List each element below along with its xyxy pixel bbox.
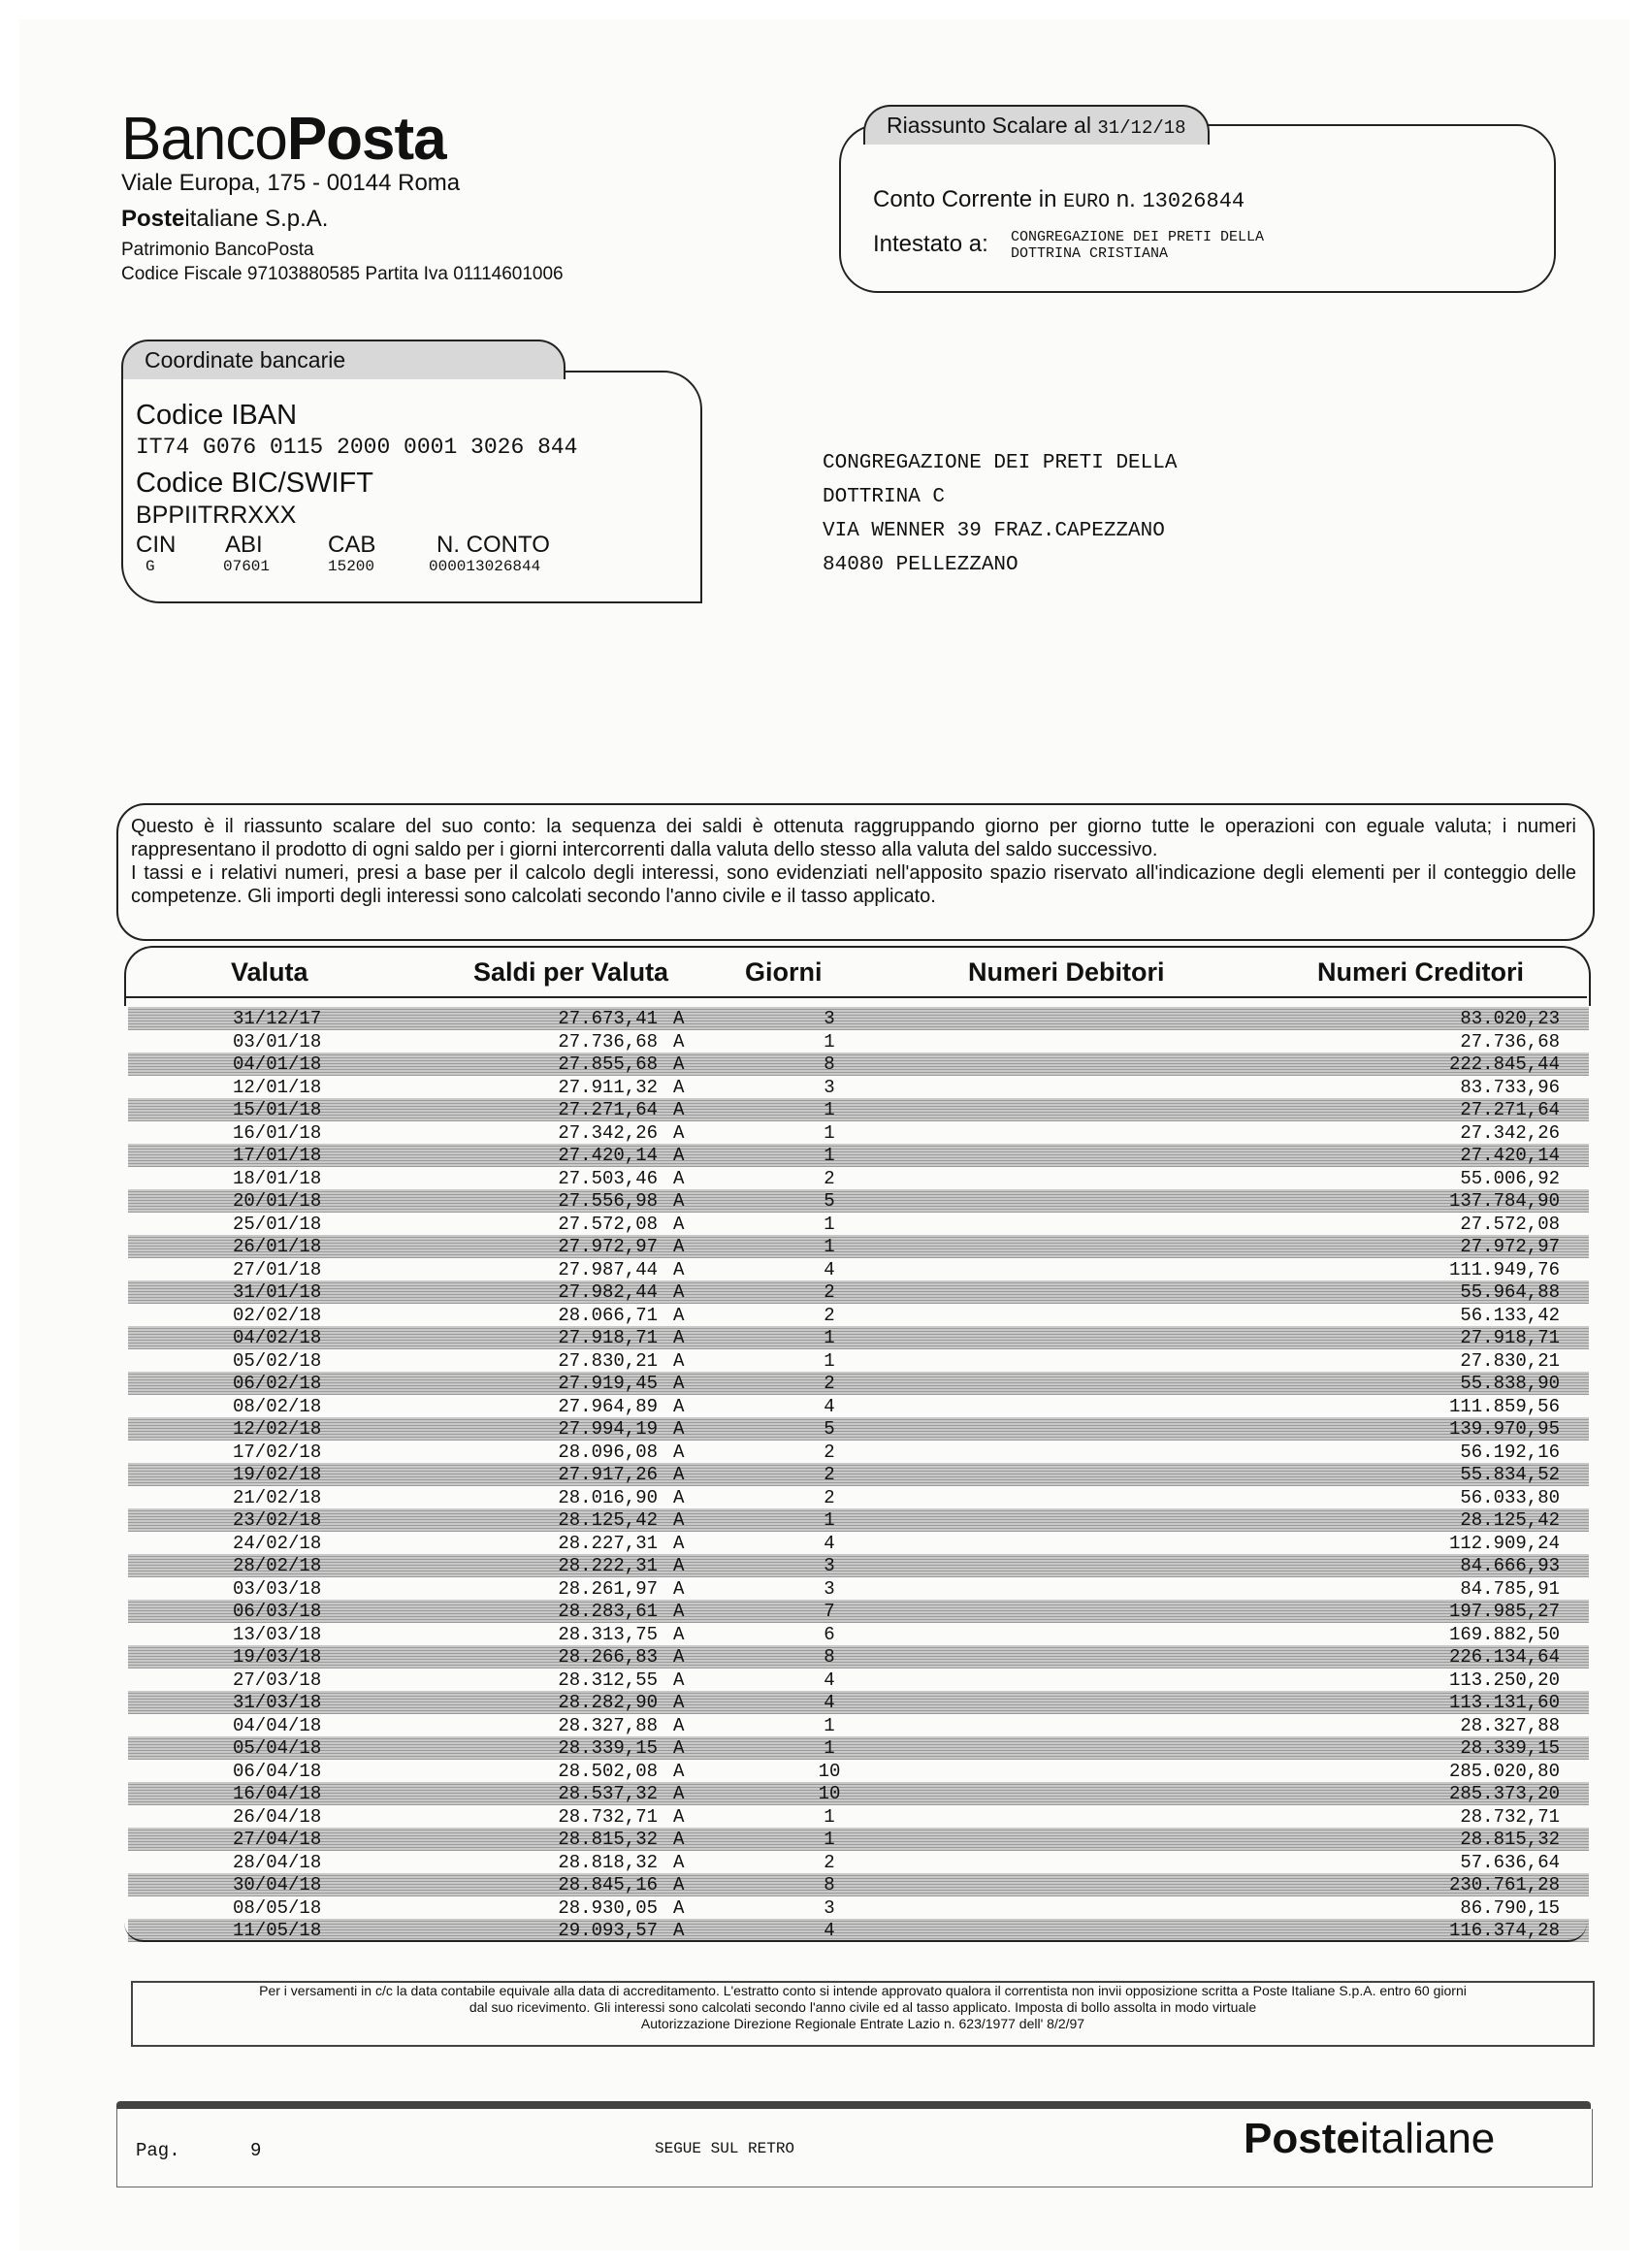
cell-segno: A xyxy=(673,1692,685,1713)
cell-valuta: 02/02/18 xyxy=(233,1304,322,1326)
cell-creditori: 55.838,90 xyxy=(1460,1373,1560,1394)
cell-segno: A xyxy=(673,1486,685,1508)
cell-valuta: 04/02/18 xyxy=(233,1327,322,1348)
cell-valuta: 25/01/18 xyxy=(233,1213,322,1235)
recipient-address: CONGREGAZIONE DEI PRETI DELLA DOTTRINA C VIA WENNER 39 FRAZ.CAPEZZANO 84080 PELLEZZANO xyxy=(823,452,1178,576)
cell-segno: A xyxy=(673,1281,685,1303)
cell-saldo: 28.227,31 xyxy=(558,1532,658,1554)
cell-giorni: 1 xyxy=(824,1030,835,1053)
bank-coordinates-tab: Coordinate bancarie xyxy=(121,340,566,379)
cell-creditori: 27.342,26 xyxy=(1460,1121,1560,1144)
cell-saldo: 28.282,90 xyxy=(558,1692,658,1713)
cell-saldo: 28.845,16 xyxy=(558,1874,658,1895)
cell-segno: A xyxy=(673,1395,685,1417)
cell-valuta: 08/02/18 xyxy=(233,1395,322,1417)
cell-segno: A xyxy=(673,1737,685,1759)
cell-creditori: 27.572,08 xyxy=(1460,1213,1560,1235)
cell-segno: A xyxy=(673,1373,685,1394)
cell-giorni: 1 xyxy=(824,1236,835,1257)
cell-valuta: 06/03/18 xyxy=(233,1601,322,1622)
cell-valuta: 31/03/18 xyxy=(233,1692,322,1713)
cell-segno: A xyxy=(673,1920,685,1941)
cell-giorni: 1 xyxy=(824,1327,835,1348)
cell-saldo: 28.016,90 xyxy=(558,1486,658,1508)
cell-giorni: 4 xyxy=(824,1669,835,1691)
holder-label: Intestato a: xyxy=(873,231,988,257)
cell-segno: A xyxy=(673,1349,685,1372)
cell-saldo: 27.736,68 xyxy=(558,1030,658,1053)
company-name: Posteitaliane S.p.A. xyxy=(121,206,329,232)
cell-giorni: 1 xyxy=(824,1349,835,1372)
cell-saldo: 27.911,32 xyxy=(558,1076,658,1098)
cell-segno: A xyxy=(673,1418,685,1440)
cell-segno: A xyxy=(673,1464,685,1485)
cell-segno: A xyxy=(673,1441,685,1463)
cell-segno: A xyxy=(673,1190,685,1212)
cell-giorni: 8 xyxy=(824,1053,835,1075)
cell-segno: A xyxy=(673,1030,685,1053)
cell-saldo: 28.261,97 xyxy=(558,1577,658,1600)
notice-text: Questo è il riassunto scalare del suo conto: la sequenza dei saldi è ottenuta raggruppando giorno per giorno tutte le operazioni con eguale valuta; i numeri rappresentano il prodotto di ogni saldo per i giorni intercorrenti dalla valuta dello stesso alla valuta del saldo successivo. I tassi e i relativi numeri, presi a base per il calcolo degli interessi, sono evidenziati nell'apposito spazio riservato all'indicazione degli elementi per il conteggio delle competenze. Gli importi degli interessi sono calcolati secondo l'anno civile e il tasso applicato. xyxy=(131,816,1576,907)
cin-value: G xyxy=(146,558,155,575)
cell-segno: A xyxy=(673,1783,685,1804)
cell-valuta: 06/04/18 xyxy=(233,1760,322,1782)
cell-creditori: 84.666,93 xyxy=(1460,1555,1560,1576)
cell-saldo: 27.556,98 xyxy=(558,1190,658,1212)
bancoposta-logo: BancoPosta xyxy=(121,106,446,173)
cell-segno: A xyxy=(673,1601,685,1622)
balance-table xyxy=(124,946,1591,1940)
cell-segno: A xyxy=(673,1896,685,1919)
cell-giorni: 3 xyxy=(824,1896,835,1919)
header-creditori: Numeri Creditori xyxy=(1317,957,1525,987)
cell-saldo: 28.818,32 xyxy=(558,1851,658,1873)
cell-saldo: 29.093,57 xyxy=(558,1920,658,1941)
cell-creditori: 111.859,56 xyxy=(1448,1395,1560,1417)
cell-saldo: 27.830,21 xyxy=(558,1349,658,1372)
cell-creditori: 230.761,28 xyxy=(1448,1874,1560,1895)
account-line: Conto Corrente in EURO n. 13026844 xyxy=(873,186,1245,213)
posteitaliane-logo: Posteitaliane xyxy=(1244,2115,1496,2162)
cell-creditori: 111.949,76 xyxy=(1448,1258,1560,1280)
cell-giorni: 4 xyxy=(824,1532,835,1554)
cell-giorni: 1 xyxy=(824,1145,835,1166)
cell-saldo: 28.096,08 xyxy=(558,1441,658,1463)
cell-valuta: 05/02/18 xyxy=(233,1349,322,1372)
header-giorni: Giorni xyxy=(745,957,823,987)
cell-saldo: 28.502,08 xyxy=(558,1760,658,1782)
cell-saldo: 27.982,44 xyxy=(558,1281,658,1303)
iban-label: Codice IBAN xyxy=(136,400,298,431)
cell-creditori: 169.882,50 xyxy=(1448,1623,1560,1645)
cell-creditori: 57.636,64 xyxy=(1460,1851,1560,1873)
page-label: Pag. xyxy=(136,2140,180,2161)
cell-valuta: 27/04/18 xyxy=(233,1829,322,1850)
cell-segno: A xyxy=(673,1258,685,1280)
cell-creditori: 226.134,64 xyxy=(1448,1646,1560,1668)
cell-valuta: 31/01/18 xyxy=(233,1281,322,1303)
cell-creditori: 27.420,14 xyxy=(1460,1145,1560,1166)
cell-segno: A xyxy=(673,1236,685,1257)
page-number: 9 xyxy=(250,2140,262,2161)
cell-saldo: 28.930,05 xyxy=(558,1896,658,1919)
cell-saldo: 28.283,61 xyxy=(558,1601,658,1622)
cell-segno: A xyxy=(673,1121,685,1144)
cell-creditori: 83.020,23 xyxy=(1460,1008,1560,1029)
cell-saldo: 28.222,31 xyxy=(558,1555,658,1576)
cell-creditori: 27.830,21 xyxy=(1460,1349,1560,1372)
cell-saldo: 28.266,83 xyxy=(558,1646,658,1668)
cell-saldo: 28.066,71 xyxy=(558,1304,658,1326)
bic-label: Codice BIC/SWIFT xyxy=(136,468,373,499)
abi-label: ABI xyxy=(225,532,263,558)
cell-saldo: 27.420,14 xyxy=(558,1145,658,1166)
cab-value: 15200 xyxy=(328,558,375,575)
cell-saldo: 27.994,19 xyxy=(558,1418,658,1440)
cell-giorni: 3 xyxy=(824,1076,835,1098)
cell-creditori: 222.845,44 xyxy=(1448,1053,1560,1075)
cell-creditori: 55.834,52 xyxy=(1460,1464,1560,1485)
cell-saldo: 27.673,41 xyxy=(558,1008,658,1029)
cell-saldo: 28.312,55 xyxy=(558,1669,658,1691)
cell-creditori: 84.785,91 xyxy=(1460,1577,1560,1600)
statement-page xyxy=(19,19,1630,2251)
cell-saldo: 27.917,26 xyxy=(558,1464,658,1485)
cell-giorni: 10 xyxy=(818,1760,841,1782)
cell-creditori: 28.815,32 xyxy=(1460,1829,1560,1850)
cell-segno: A xyxy=(673,1669,685,1691)
cell-valuta: 28/04/18 xyxy=(233,1851,322,1873)
cell-giorni: 2 xyxy=(824,1281,835,1303)
cell-valuta: 15/01/18 xyxy=(233,1099,322,1120)
cell-saldo: 28.313,75 xyxy=(558,1623,658,1645)
cell-valuta: 03/03/18 xyxy=(233,1577,322,1600)
cell-valuta: 06/02/18 xyxy=(233,1373,322,1394)
cell-valuta: 04/01/18 xyxy=(233,1053,322,1075)
cell-valuta: 12/01/18 xyxy=(233,1076,322,1098)
cell-valuta: 13/03/18 xyxy=(233,1623,322,1645)
cell-segno: A xyxy=(673,1851,685,1873)
cell-giorni: 2 xyxy=(824,1464,835,1485)
cell-segno: A xyxy=(673,1577,685,1600)
cell-segno: A xyxy=(673,1167,685,1189)
cell-giorni: 7 xyxy=(824,1601,835,1622)
table-bottom-frame xyxy=(124,1007,1587,1942)
cell-valuta: 08/05/18 xyxy=(233,1896,322,1919)
legal-footer: Per i versamenti in c/c la data contabile equivale alla data di accreditamento. L'estratto conto si intende approvato qualora il correntista non invii opposizione scritta a Poste Italiane S.p.A. entro 60 giorni dal suo ricevimento. Gli interessi sono calcolati secondo l'anno civile ed al tasso applicato. Imposta di bollo assolta in modo virtuale Autorizzazione Direzione Regionale Entrate Lazio n. 623/1977 dell' 8/2/97 xyxy=(131,1981,1595,2047)
cell-creditori: 197.985,27 xyxy=(1448,1601,1560,1622)
abi-value: 07601 xyxy=(223,558,271,575)
cell-valuta: 18/01/18 xyxy=(233,1167,322,1189)
cell-giorni: 2 xyxy=(824,1486,835,1508)
cell-valuta: 19/02/18 xyxy=(233,1464,322,1485)
cell-saldo: 28.339,15 xyxy=(558,1737,658,1759)
cell-saldo: 27.572,08 xyxy=(558,1213,658,1235)
cell-giorni: 2 xyxy=(824,1441,835,1463)
header-debitori: Numeri Debitori xyxy=(968,957,1165,987)
cell-creditori: 113.250,20 xyxy=(1448,1669,1560,1691)
cell-valuta: 26/01/18 xyxy=(233,1236,322,1257)
cell-segno: A xyxy=(673,1008,685,1029)
cell-valuta: 05/04/18 xyxy=(233,1737,322,1759)
cell-segno: A xyxy=(673,1646,685,1668)
cell-creditori: 56.192,16 xyxy=(1460,1441,1560,1463)
cell-saldo: 28.732,71 xyxy=(558,1805,658,1828)
cell-saldo: 27.918,71 xyxy=(558,1327,658,1348)
cell-saldo: 27.987,44 xyxy=(558,1258,658,1280)
cell-valuta: 20/01/18 xyxy=(233,1190,322,1212)
cell-saldo: 27.919,45 xyxy=(558,1373,658,1394)
cell-creditori: 56.033,80 xyxy=(1460,1486,1560,1508)
conto-value: 000013026844 xyxy=(429,558,541,575)
cell-creditori: 55.006,92 xyxy=(1460,1167,1560,1189)
cell-giorni: 1 xyxy=(824,1099,835,1120)
header-saldi: Saldi per Valuta xyxy=(473,957,669,987)
cab-label: CAB xyxy=(328,532,376,558)
cell-valuta: 17/01/18 xyxy=(233,1145,322,1166)
cell-segno: A xyxy=(673,1213,685,1235)
cell-creditori: 112.909,24 xyxy=(1448,1532,1560,1554)
cell-segno: A xyxy=(673,1304,685,1326)
cell-creditori: 83.733,96 xyxy=(1460,1076,1560,1098)
cell-valuta: 31/12/17 xyxy=(233,1008,322,1029)
bic-value: BPPIITRRXXX xyxy=(136,502,297,529)
cell-giorni: 2 xyxy=(824,1167,835,1189)
cell-valuta: 23/02/18 xyxy=(233,1509,322,1531)
header-rule xyxy=(124,996,1587,998)
cell-saldo: 27.855,68 xyxy=(558,1053,658,1075)
cell-valuta: 17/02/18 xyxy=(233,1441,322,1463)
cell-giorni: 6 xyxy=(824,1623,835,1645)
cell-creditori: 139.970,95 xyxy=(1448,1418,1560,1440)
cell-saldo: 27.972,97 xyxy=(558,1236,658,1257)
cell-creditori: 28.339,15 xyxy=(1460,1737,1560,1759)
cell-giorni: 1 xyxy=(824,1121,835,1144)
cell-valuta: 21/02/18 xyxy=(233,1486,322,1508)
cell-saldo: 28.537,32 xyxy=(558,1783,658,1804)
cell-saldo: 27.964,89 xyxy=(558,1395,658,1417)
cell-segno: A xyxy=(673,1053,685,1075)
cell-segno: A xyxy=(673,1327,685,1348)
cell-valuta: 28/02/18 xyxy=(233,1555,322,1576)
cell-creditori: 86.790,15 xyxy=(1460,1896,1560,1919)
cell-giorni: 2 xyxy=(824,1373,835,1394)
cell-giorni: 5 xyxy=(824,1418,835,1440)
cell-segno: A xyxy=(673,1099,685,1120)
cell-segno: A xyxy=(673,1623,685,1645)
cell-giorni: 10 xyxy=(818,1783,841,1804)
cell-creditori: 285.373,20 xyxy=(1448,1783,1560,1804)
cell-giorni: 1 xyxy=(824,1805,835,1828)
cell-segno: A xyxy=(673,1829,685,1850)
conto-label: N. CONTO xyxy=(436,532,550,558)
cell-giorni: 2 xyxy=(824,1851,835,1873)
cell-giorni: 3 xyxy=(824,1555,835,1576)
cell-segno: A xyxy=(673,1874,685,1895)
cell-valuta: 27/01/18 xyxy=(233,1258,322,1280)
cell-valuta: 26/04/18 xyxy=(233,1805,322,1828)
cell-creditori: 27.271,64 xyxy=(1460,1099,1560,1120)
cell-valuta: 16/04/18 xyxy=(233,1783,322,1804)
cell-giorni: 4 xyxy=(824,1395,835,1417)
cell-segno: A xyxy=(673,1509,685,1531)
cell-segno: A xyxy=(673,1532,685,1554)
cell-valuta: 19/03/18 xyxy=(233,1646,322,1668)
cell-giorni: 4 xyxy=(824,1258,835,1280)
cell-giorni: 1 xyxy=(824,1829,835,1850)
cell-segno: A xyxy=(673,1076,685,1098)
cell-creditori: 55.964,88 xyxy=(1460,1281,1560,1303)
cell-saldo: 27.271,64 xyxy=(558,1099,658,1120)
cell-valuta: 16/01/18 xyxy=(233,1121,322,1144)
cell-segno: A xyxy=(673,1760,685,1782)
cell-valuta: 27/03/18 xyxy=(233,1669,322,1691)
cell-giorni: 8 xyxy=(824,1874,835,1895)
cell-giorni: 3 xyxy=(824,1008,835,1029)
cell-giorni: 1 xyxy=(824,1737,835,1759)
cell-saldo: 28.327,88 xyxy=(558,1714,658,1736)
cell-giorni: 5 xyxy=(824,1190,835,1212)
cell-creditori: 113.131,60 xyxy=(1448,1692,1560,1713)
cell-valuta: 24/02/18 xyxy=(233,1532,322,1554)
fiscal-code: Codice Fiscale 97103880585 Partita Iva 01114601006 xyxy=(121,264,564,284)
cell-saldo: 27.503,46 xyxy=(558,1167,658,1189)
cin-label: CIN xyxy=(136,532,177,558)
cell-giorni: 4 xyxy=(824,1692,835,1713)
continues-label: SEGUE SUL RETRO xyxy=(655,2140,795,2157)
cell-segno: A xyxy=(673,1145,685,1166)
cell-giorni: 8 xyxy=(824,1646,835,1668)
cell-creditori: 28.125,42 xyxy=(1460,1509,1560,1531)
cell-creditori: 28.327,88 xyxy=(1460,1714,1560,1736)
cell-segno: A xyxy=(673,1714,685,1736)
cell-valuta: 03/01/18 xyxy=(233,1030,322,1053)
cell-giorni: 1 xyxy=(824,1714,835,1736)
cell-saldo: 28.125,42 xyxy=(558,1509,658,1531)
cell-segno: A xyxy=(673,1555,685,1576)
cell-giorni: 3 xyxy=(824,1577,835,1600)
cell-creditori: 27.972,97 xyxy=(1460,1236,1560,1257)
header-valuta: Valuta xyxy=(231,957,308,987)
cell-giorni: 1 xyxy=(824,1509,835,1531)
bottom-rule xyxy=(116,2101,1591,2109)
cell-giorni: 2 xyxy=(824,1304,835,1326)
cell-saldo: 27.342,26 xyxy=(558,1121,658,1144)
patrimonio-text: Patrimonio BancoPosta xyxy=(121,240,314,260)
cell-giorni: 4 xyxy=(824,1920,835,1941)
cell-valuta: 12/02/18 xyxy=(233,1418,322,1440)
cell-creditori: 56.133,42 xyxy=(1460,1304,1560,1326)
cell-giorni: 1 xyxy=(824,1213,835,1235)
cell-creditori: 116.374,28 xyxy=(1448,1920,1560,1941)
iban-value: IT74 G076 0115 2000 0001 3026 844 xyxy=(136,435,578,460)
cell-creditori: 137.784,90 xyxy=(1448,1190,1560,1212)
cell-creditori: 285.020,80 xyxy=(1448,1760,1560,1782)
summary-title: Riassunto Scalare al 31/12/18 xyxy=(863,105,1210,145)
cell-valuta: 30/04/18 xyxy=(233,1874,322,1895)
cell-segno: A xyxy=(673,1805,685,1828)
cell-creditori: 27.736,68 xyxy=(1460,1030,1560,1053)
cell-creditori: 28.732,71 xyxy=(1460,1805,1560,1828)
cell-saldo: 28.815,32 xyxy=(558,1829,658,1850)
cell-creditori: 27.918,71 xyxy=(1460,1327,1560,1348)
cell-valuta: 11/05/18 xyxy=(233,1920,322,1941)
bank-address: Viale Europa, 175 - 00144 Roma xyxy=(121,170,461,196)
holder-name: CONGREGAZIONE DEI PRETI DELLA DOTTRINA CRISTIANA xyxy=(1011,229,1265,262)
cell-valuta: 04/04/18 xyxy=(233,1714,322,1736)
